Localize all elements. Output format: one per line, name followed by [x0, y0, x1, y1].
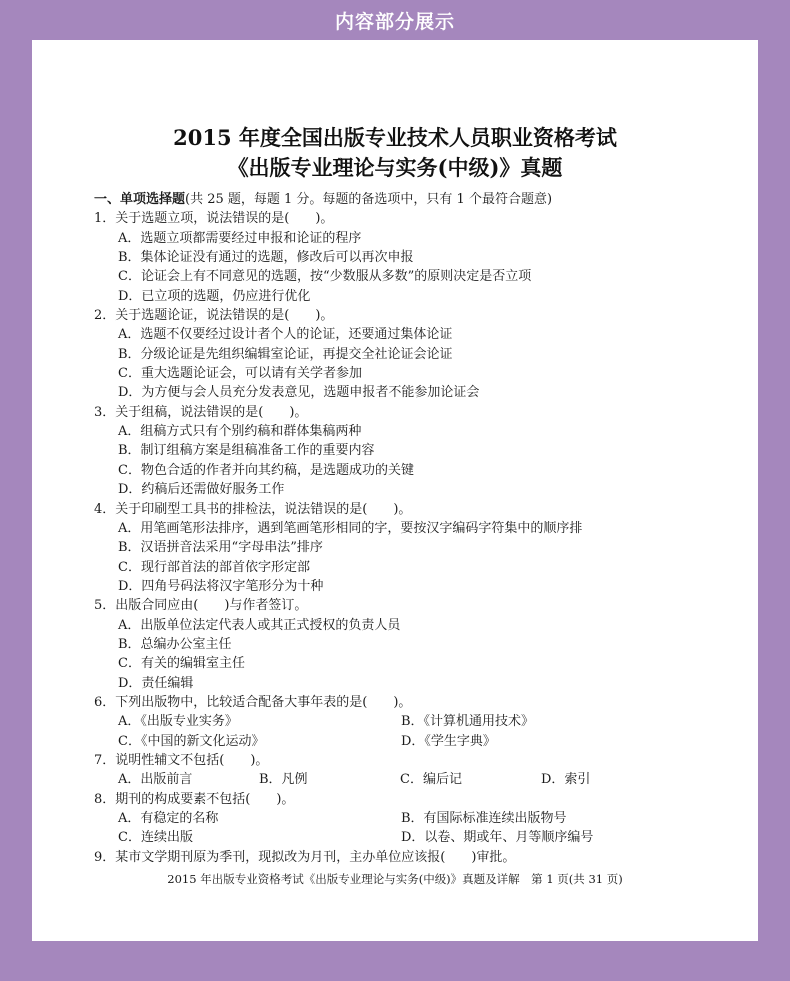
- option-row: [94, 712, 724, 731]
- question-option: B．集体论证没有通过的选题，修改后可以再次申报: [118, 250, 414, 266]
- question-option: B．总编办公室主任: [118, 636, 232, 652]
- question-option: B．凡例: [259, 772, 308, 788]
- question-option: B．分级论证是先组织编辑室论证，再提交全社论证会论证: [118, 346, 453, 362]
- option-row: [94, 809, 724, 828]
- question-option: D．为方便与会人员充分发表意见，选题申报者不能参加论证会: [118, 385, 480, 401]
- question-option: A．有稳定的名称: [118, 811, 219, 826]
- question-option: D．四角号码法将汉字笔形分为十种: [118, 578, 324, 594]
- question-option: D．以卷、期或年、月等顺序编号: [401, 830, 594, 846]
- question-option: B．《计算机通用技术》: [401, 714, 535, 730]
- question-option: A．选题不仅要经过设计者个人的论证，还要通过集体论证: [118, 327, 453, 343]
- question-option: C．论证会上有不同意见的选题，按“少数服从多数”的原则决定是否立项: [118, 269, 532, 285]
- question-option: C．编后记: [400, 772, 462, 788]
- question-option: B．有国际标准连续出版物号: [401, 811, 567, 826]
- question-option: A．选题立项都需要经过申报和论证的程序: [118, 230, 362, 246]
- document-page: [32, 40, 758, 941]
- question-list: [94, 190, 724, 867]
- question-option: A．出版单位法定代表人或其正式授权的负责人员: [118, 617, 401, 633]
- section-heading: [94, 190, 724, 209]
- question-option: B．汉语拼音法采用“字母串法”排序: [118, 540, 323, 556]
- question-option: C．连续出版: [118, 830, 193, 846]
- question-stem: 7．说明性辅文不包括( )。: [94, 752, 269, 768]
- question-stem: 8．期刊的构成要素不包括( )。: [94, 791, 295, 807]
- section-note: (共 25 题，每题 1 分。每题的备选项中，只有 1 个最符合题意): [185, 192, 553, 207]
- question-option: D．约稿后还需做好服务工作: [118, 482, 285, 498]
- question-stem: 9．某市文学期刊原为季刊，现拟改为月刊，主办单位应该报( )审批。: [94, 849, 516, 865]
- question-option: C．现行部首法的部首依字形定部: [118, 559, 310, 575]
- page-footer: 2015 年出版专业资格考试《出版专业理论与实务(中级)》真题及详解 第 1 页(共 31 页): [167, 872, 623, 886]
- question-stem: 5．出版合同应由( )与作者签订。: [94, 598, 308, 614]
- banner-title: 内容部分展示: [334, 10, 455, 33]
- question-option: D．《学生字典》: [401, 733, 496, 749]
- question-stem: 4．关于印刷型工具书的排检法，说法错误的是( )。: [94, 501, 412, 517]
- exam-subtitle: 《出版专业理论与实务(中级)》真题: [227, 155, 563, 180]
- question-stem: 6．下列出版物中，比较适合配备大事年表的是( )。: [94, 694, 412, 710]
- question-option: A．用笔画笔形法排序，遇到笔画笔形相同的字，要按汉字编码字符集中的顺序排: [118, 520, 583, 536]
- question-option: B．制订组稿方案是组稿准备工作的重要内容: [118, 443, 375, 459]
- question-option: D．已立项的选题，仍应进行优化: [118, 288, 311, 304]
- question-option: C．有关的编辑室主任: [118, 656, 245, 672]
- question-stem: 2．关于选题论证，说法错误的是( )。: [94, 308, 334, 324]
- question-option: A．《出版专业实务》: [118, 714, 238, 730]
- question-option: C．《中国的新文化运动》: [118, 733, 265, 749]
- section-title: 一、单项选择题: [94, 192, 186, 207]
- question-option: D．索引: [541, 772, 591, 788]
- exam-title: 2015 年度全国出版专业技术人员职业资格考试: [173, 125, 617, 150]
- question-option: A．组稿方式只有个别约稿和群体集稿两种: [118, 424, 362, 440]
- option-row: [94, 732, 724, 751]
- question-stem: 1．关于选题立项，说法错误的是( )。: [94, 211, 334, 227]
- question-option: D．责任编辑: [118, 675, 194, 691]
- question-option: A．出版前言: [118, 772, 193, 788]
- question-stem: 3．关于组稿，说法错误的是( )。: [94, 404, 308, 420]
- question-option: C．重大选题论证会，可以请有关学者参加: [118, 366, 362, 382]
- option-row: [94, 770, 724, 789]
- question-option: C．物色合适的作者并向其约稿，是选题成功的关键: [118, 462, 414, 478]
- option-row: [94, 828, 724, 847]
